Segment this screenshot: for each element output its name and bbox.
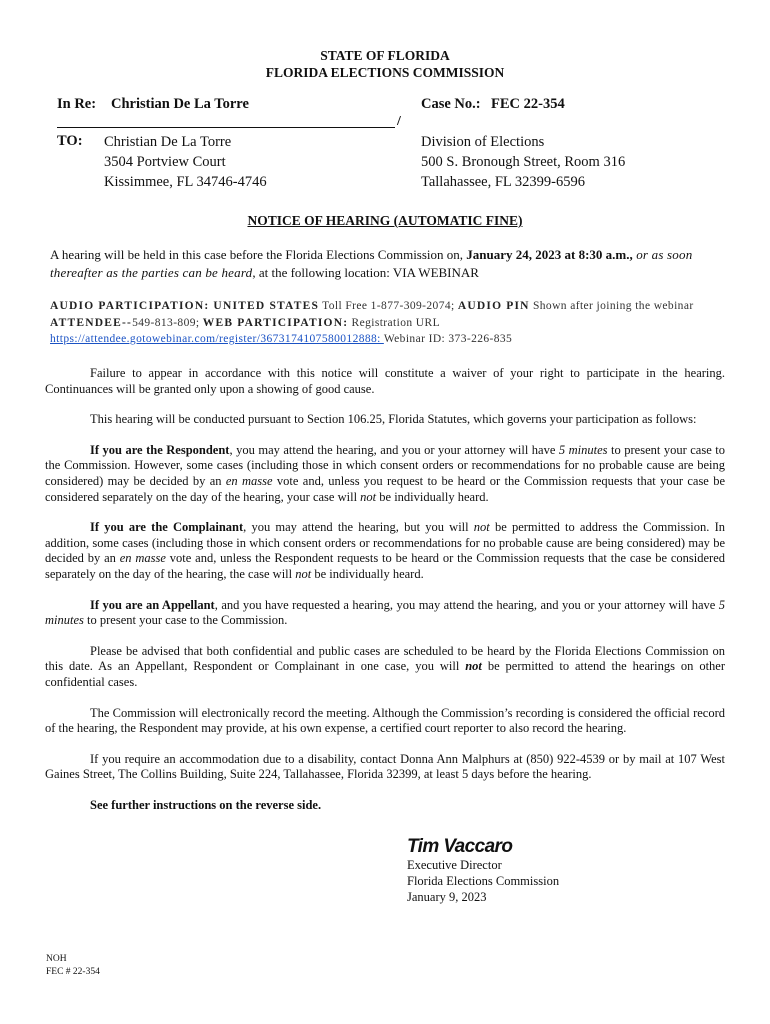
signature-date: January 9, 2023 — [407, 890, 487, 904]
complainant-text-c: vote and, unless the Respondent requests to be heard or the Commission requests that the case be considered separately on the day of the hearing, the case will — [45, 551, 725, 581]
paragraph-respondent — [45, 443, 725, 505]
sender-street: 500 S. Bronough Street, Room 316 — [421, 154, 626, 170]
case-divider-line — [57, 127, 395, 128]
complainant-text-d: be individually heard. — [311, 566, 424, 581]
appellant-heading: If you are an Appellant — [90, 597, 215, 612]
paragraph-complainant — [45, 520, 725, 582]
sender-address — [421, 132, 625, 192]
signer-title: Executive Director — [407, 858, 502, 872]
reverse-side-note: See further instructions on the reverse side. — [90, 797, 322, 812]
hearing-date: January 24, 2023 at 8:30 a.m., — [466, 247, 633, 262]
paragraph-failure: Failure to appear in accordance with this notice will constitute a waiver of your right to participate in the hearing. Continuances will be granted only upon a showing of good cause. — [45, 366, 725, 396]
footer-case-number: FEC # 22-354 — [46, 967, 100, 977]
complainant-not: not — [473, 520, 490, 535]
complainant-text-b: be permitted to address the Commission. In addition, some cases (including those in which consent orders or recommendations for no probable cause are being considered) may be decided by an — [45, 520, 725, 566]
paragraph-recording: The Commission will electronically record the meeting. Although the Commission’s recording is considered the official record of the hearing, the Respondent may provide, at his own expense, a certified court reporter to also record the hearing. — [45, 705, 725, 736]
signature: Tim Vaccaro — [407, 836, 513, 857]
confidential-not: not — [465, 659, 482, 674]
document-footer — [46, 953, 100, 979]
recipient-street: 3504 Portview Court — [104, 154, 226, 170]
intro-text-1: A hearing will be held in this case before the Florida Elections Commission on, — [50, 247, 467, 262]
registration-link[interactable]: https://attendee.gotowebinar.com/register/3673174107580012888: — [50, 333, 384, 345]
complainant-en-masse: en masse — [119, 551, 166, 566]
webinar-id: Webinar ID: 373-226-835 — [383, 333, 513, 345]
respondent-en-masse: en masse — [225, 473, 273, 488]
case-number: FEC 22-354 — [491, 96, 565, 112]
hearing-intro — [50, 246, 728, 282]
recipient-city: Kissimmee, FL 34746-4746 — [104, 174, 267, 190]
intro-text-3: , at the following location: VIA WEBINAR — [252, 265, 479, 280]
audio-pin-label: AUDIO PIN — [457, 300, 530, 312]
respondent-text-a: , you may attend the hearing, and you or your attorney will have — [229, 442, 559, 457]
sender-org: Division of Elections — [421, 134, 545, 150]
attendee-id: 549-813-809; — [132, 316, 203, 329]
recipient-name: Christian De La Torre — [104, 134, 232, 150]
signature-block — [407, 857, 559, 905]
recipient-address — [104, 132, 267, 192]
confidential-text-b: be permitted to attend the hearings on other confidential cases. — [45, 659, 726, 689]
in-re-name: Christian De La Torre — [111, 96, 249, 112]
complainant-heading: If you are the Complainant — [90, 520, 244, 535]
respondent-text-c: vote and, unless you request to be heard or the Commission requests that your case be considered separately on the day of the hearing, your case will — [45, 473, 725, 504]
case-no-label: Case No.: — [421, 96, 481, 112]
notice-title: NOTICE OF HEARING (AUTOMATIC FINE) — [247, 213, 523, 228]
respondent-text-b: to present your case to the Commission. However, some cases (including those in which consent orders or recommendations for no probable cause are being considered) may be decided by an — [45, 442, 725, 488]
audio-label: AUDIO PARTICIPATION: UNITED STATES — [50, 300, 320, 312]
signer-org: Florida Elections Commission — [407, 874, 560, 888]
paragraph-accommodation: If you require an accommodation due to a disability, contact Donna Ann Malphurs at (850) 922-4539 or by mail at 107 West Gaines Street, The Collins Building, Suite 224, Tallahassee, Florida 32399, at least 5 days before the hearing. — [45, 751, 725, 782]
paragraph-statute: This hearing will be conducted pursuant to Section 106.25, Florida Statutes, which governs your participation as follows: — [90, 412, 697, 427]
attendee-label: ATTENDEE-- — [50, 316, 133, 329]
case-divider-slash: / — [397, 114, 401, 129]
notice-body — [45, 366, 725, 828]
respondent-heading: If you are the Respondent — [90, 442, 230, 457]
in-re-label: In Re: — [57, 96, 97, 112]
paragraph-appellant — [45, 598, 725, 629]
toll-free: Toll Free 1-877-309-2074; — [319, 300, 458, 312]
respondent-minutes: 5 minutes — [558, 442, 608, 457]
paragraph-confidential — [45, 644, 725, 691]
appellant-text-a: , and you have requested a hearing, you may attend the hearing, and you or your attorney will have — [214, 597, 719, 612]
complainant-text-a: , you may attend the hearing, but you will — [243, 520, 474, 535]
sender-city: Tallahassee, FL 32399-6596 — [421, 174, 585, 190]
paragraph-reverse-side — [45, 798, 725, 814]
appellant-text-b: to present your case to the Commission. — [83, 613, 288, 628]
respondent-not: not — [360, 489, 377, 504]
complainant-not-2: not — [295, 566, 312, 581]
webinar-details — [50, 298, 740, 348]
intro-text-2: or as soon thereafter as the parties can be heard — [50, 247, 693, 280]
footer-code: NOH — [46, 954, 67, 964]
confidential-text-a: Please be advised that both confidential and public cases are scheduled to be heard by the Florida Elections Commission on this date. As an Appellant, Respondent or Complainant in one case, you will — [45, 643, 725, 674]
audio-pin-text: Shown after joining the webinar — [529, 300, 694, 312]
web-participation-text: Registration URL — [348, 316, 440, 329]
header-commission: FLORIDA ELECTIONS COMMISSION — [265, 65, 505, 80]
to-label: TO: — [57, 133, 83, 149]
web-participation-label: WEB PARTICIPATION: — [202, 316, 349, 329]
document-header — [0, 47, 770, 81]
respondent-text-d: be individually heard. — [376, 489, 489, 504]
appellant-minutes: 5 minutes — [45, 597, 725, 628]
header-state: STATE OF FLORIDA — [320, 48, 450, 63]
